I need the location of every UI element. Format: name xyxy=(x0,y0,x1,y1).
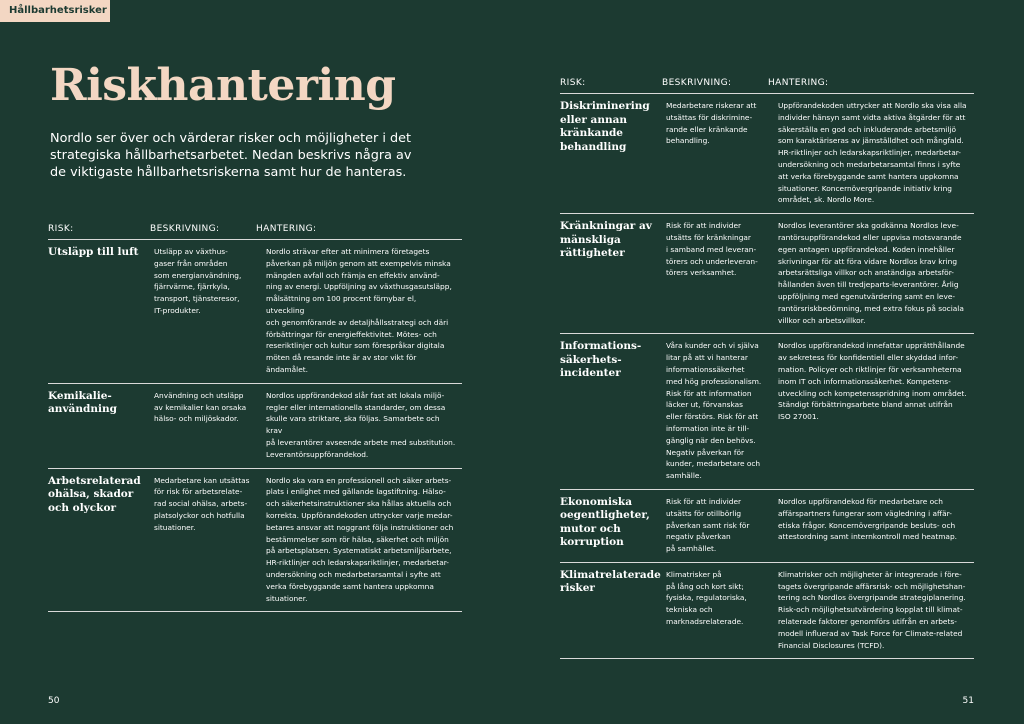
header-risk: RISK: xyxy=(48,224,74,234)
risk-management: Nordlos uppförandekod för medarbetare och affärspartners fungerar som vägledning i affär- etiska frågor. Koncernövergripande besluts- och attestordning samt internkontroll med heatmap. xyxy=(778,496,957,542)
table-row xyxy=(48,240,462,384)
risk-table-right xyxy=(560,78,974,659)
table-row xyxy=(560,563,974,660)
header-description: BESKRIVNING: xyxy=(150,224,220,234)
risk-description: Våra kunder och vi själva litar på att vi hanterar informationssäkerhet med hög professionalism. Risk för att information läcker ut, förvanskas eller förstörs. Risk för att information inte är till- gänglig när den behövs. Negativ påverkan för kunder, medarbetare och samhälle. xyxy=(666,341,762,481)
page-number-right: 51 xyxy=(962,696,974,706)
page-number-left: 50 xyxy=(48,696,60,706)
risk-description: Utsläpp av växthus- gaser från områden som energianvändning, fjärrvärme, fjärrkyla, transport, tjänsteresor, IT-produkter. xyxy=(154,247,242,315)
risk-name: Utsläpp till luft xyxy=(48,246,139,258)
header-risk: RISK: xyxy=(560,78,586,88)
risk-management: Nordlos uppförandekod slår fast att lokala miljö- regler eller internationella standarder, om dessa skulle vara striktare, ska följas. Samarbete och krav på leverantörer avseende arbete med substitution. Leverantörsuppförandekod. xyxy=(266,390,456,459)
risk-description: Klimatrisker på på lång och kort sikt; fysiska, regulatoriska, tekniska och marknadsrelaterade. xyxy=(666,569,747,627)
risk-description: Användning och utsläpp av kemikalier kan orsaka hälso- och miljöskador. xyxy=(154,390,247,424)
table-row xyxy=(560,214,974,334)
header-management: HANTERING: xyxy=(256,224,317,234)
risk-name: Kemikalie- användning xyxy=(48,389,117,416)
risk-description: Risk för att individer utsätts för otillbörlig påverkan samt risk för negativ påverkan på samhället. xyxy=(666,496,750,554)
table-row xyxy=(560,490,974,563)
risk-name: Kränkningar av mänskliga rättigheter xyxy=(560,220,652,260)
section-tab: Hållbarhetsrisker xyxy=(0,0,110,22)
risk-management: Nordlos uppförandekod innefattar upprätthållande av sekretess för konfidentiell eller skyddad infor- mation. Policyer och riktlinjer för verksamheterna inom IT och informationssäkerhet. Kompetens- utveckling och kompetensspridning inom området. Ständigt förbättringsarbete bland annat utifrån ISO 27001. xyxy=(778,341,967,422)
table-row xyxy=(48,384,462,469)
risk-management: Nordlos leverantörer ska godkänna Nordlos leve- rantörsuppförandekod eller uppvisa motsvarande egen antagen uppförandekod. Koden innehåller skrivningar för att föra vidare Nordlos krav kring arbetsrättsliga villkor och anständiga arbetsför- hållanden även till tredjeparts-leverantörer. Årlig uppföljning med egenutvärdering samt en leve- rantörsriskbedömning, med extra fokus på sociala villkor och arbetsvillkor. xyxy=(778,221,964,325)
table-row xyxy=(48,469,462,613)
risk-management: Nordlo strävar efter att minimera företagets påverkan på miljön genom att exempelvis minska mängden avfall och främja en effektiv använd- ning av energi. Uppföljning av växthusgasutsläpp, målsättning om 100 procent förnybar el, utveckling och genomförande av detaljhållsstrategi och däri förbättringar för energieffektivitet. Mötes- och reseriktlinjer och kultur som förespråkar digitala möten då resande inte är av stor vikt för ändamålet. xyxy=(266,247,452,374)
risk-name: Ekonomiska oegentligheter, mutor och korruption xyxy=(560,495,650,549)
risk-table-left xyxy=(48,224,462,612)
risk-description: Medarbetare kan utsättas för risk för arbetsrelate- rad social ohälsa, arbets- platsolyckor och hotfulla situationer. xyxy=(154,475,250,532)
risk-name: Arbetsrelaterad ohälsa, skador och olyckor xyxy=(48,474,141,514)
risk-description: Medarbetare riskerar att utsättas för diskrimine- rande eller kränkande behandling. xyxy=(666,101,757,146)
risk-description: Risk för att individer utsätts för kränkningar i samband med leveran- törers och underleveran- törers verksamhet. xyxy=(666,221,758,278)
header-description: BESKRIVNING: xyxy=(662,78,732,88)
risk-name: Diskriminering eller annan kränkande behandling xyxy=(560,100,650,153)
header-management: HANTERING: xyxy=(768,78,829,88)
table-header xyxy=(48,224,462,240)
risk-name: Klimatrelaterade risker xyxy=(560,568,661,595)
table-row xyxy=(560,334,974,490)
risk-name: Informations- säkerhets- incidenter xyxy=(560,340,642,380)
table-row xyxy=(560,94,974,214)
table-header xyxy=(560,78,974,94)
risk-management: Nordlo ska vara en professionell och säker arbets- plats i enlighet med gällande lagstiftning. Hälso- och säkerhetsinstruktioner ska hållas aktuella och korrekta. Uppförandekoden uttrycker varje medar- betares ansvar att noggrant följa instruktioner och bestämmelser som rör hälsa, säkerhet och miljön på arbetsplatsen. Systematiskt arbetsmiljöarbete, HR-riktlinjer och ledarskapsriktlinjer, medarbetar- undersökning och medarbetarsamtal i syfte att verka förebyggande samt hantera uppkomna situationer. xyxy=(266,475,454,603)
risk-management: Uppförandekoden uttrycker att Nordlo ska visa alla individer hänsyn samt vidta aktiva åtgärder för att säkerställa en god och inkluderande arbetsmiljö som karaktäriseras av jämställdhet och mångfald. HR-riktlinjer och ledarskapsriktlinjer, medarbetar- undersökning och medarbetarsamtal finns i syfte att verka förebyggande samt hantera uppkomna situationer. Koncernövergripande initiativ kring området, sk. Nordlo More. xyxy=(778,101,967,205)
risk-management: Klimatrisker och möjligheter är integrerade i före- tagets övergripande affärsrisk- och möjlighetshan- tering och Nordlos övergripande strategiplanering. Risk-och möjlighetsutvärdering kopplat till klimat- relaterade faktorer genomförs utifrån en arbets- modell influerad av Task Force for Climate-related Financial Disclosures (TCFD). xyxy=(778,569,966,650)
intro-text: Nordlo ser över och värderar risker och möjligheter i det strategiska hållbarhetsarbetet. Nedan beskrivs några av de viktigaste hållbarhetsriskerna samt hur de hanteras. xyxy=(50,131,412,180)
page-title: Riskhantering xyxy=(50,60,396,111)
